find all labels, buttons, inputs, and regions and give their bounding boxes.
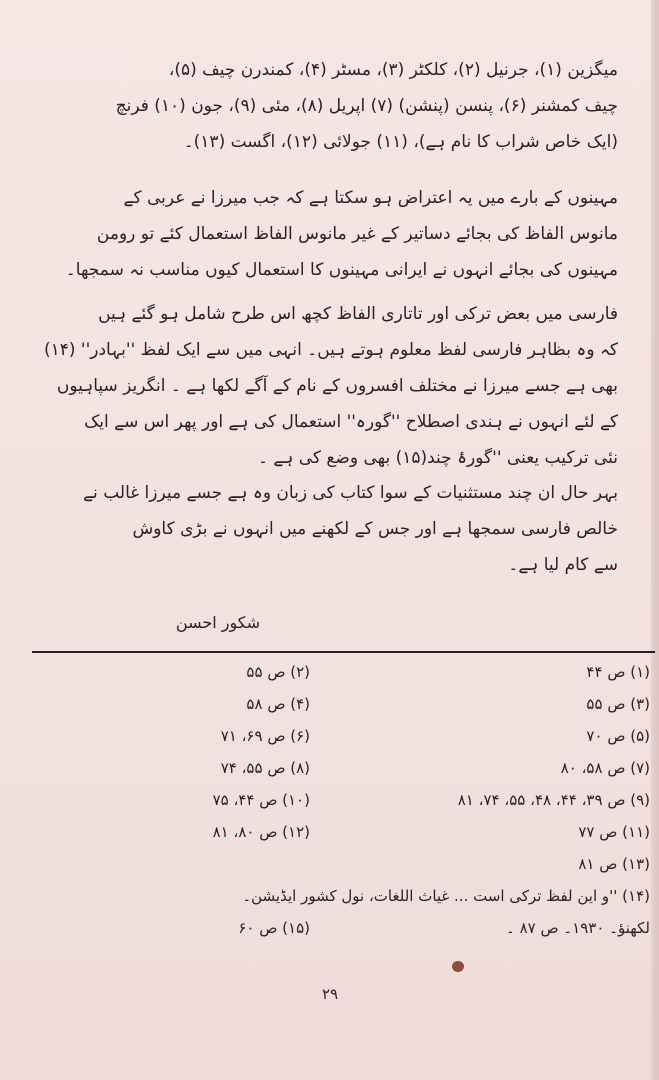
footnote-row [30, 887, 650, 919]
paragraph-2 [28, 180, 618, 288]
footnote: (۱۳) ص ۸۱ [578, 855, 650, 873]
paragraph-4 [28, 475, 618, 583]
footnote: (۴) ص ۵۸ [246, 695, 310, 713]
paragraph-line: بھی ہے جسے میرزا نے مختلف افسروں کے نام کے آگے لکھا ہے ۔ انگریز سپاہیوں [56, 376, 618, 396]
paragraph-line: کے لئے انہوں نے ہندی اصطلاح ''گورہ'' استعمال کی ہے اور پھر اس سے ایک [84, 412, 618, 432]
footnote-row [30, 919, 650, 951]
paragraph-1 [28, 52, 618, 160]
footnote: (۶) ص ۶۹، ۷۱ [220, 727, 310, 745]
footnote: (۱۱) ص ۷۷ [578, 823, 650, 841]
footnote-row [30, 663, 650, 695]
paragraph-line: فارسی میں بعض ترکی اور تاتاری الفاظ کچھ اس طرح شامل ہو گئے ہیں [98, 304, 618, 324]
paragraph-line: (ایک خاص شراب کا نام ہے)، (۱۱) جولائی (۱۲)، اگست (۱۳)۔ [183, 132, 618, 152]
footnote: (۵) ص ۷۰ [586, 727, 650, 745]
footnote-row [30, 823, 650, 855]
paragraph-line: نئی ترکیب یعنی ''گورۂ چند(۱۵) بھی وضع کی ہے ۔ [258, 448, 618, 468]
footnote: (۳) ص ۵۵ [586, 695, 650, 713]
author-signature: شکور احسن [175, 613, 260, 632]
footnote-14-continued: لکھنؤ۔ ۱۹۳۰۔ ص ۸۷ ۔ [506, 919, 650, 937]
footnote-15: (۱۵) ص ۶۰ [238, 919, 310, 937]
footnote-row [30, 727, 650, 759]
paragraph-line: چیف کمشنر (۶)، پنسن (پنشن) (۷) اپریل (۸)، مئی (۹)، جون (۱۰) فرنچ [115, 96, 618, 116]
footnote: (۱۲) ص ۸۰، ۸۱ [212, 823, 310, 841]
footnote-row [30, 791, 650, 823]
page-edge [651, 0, 659, 1080]
paragraph-line: مہینوں کے بارے میں یہ اعتراض ہو سکتا ہے کہ جب میرزا نے عربی کے [123, 188, 618, 208]
paragraph-line: میگزین (۱)، جرنیل (۲)، کلکٹر (۳)، مسٹر (۴)، کمندرن چیف (۵)، [168, 60, 618, 80]
paragraph-line: کہ وہ بظاہر فارسی لفظ معلوم ہوتے ہیں۔ انہی میں سے ایک لفظ ''بہادر'' (۱۴) [43, 340, 618, 360]
footnote: (۱۰) ص ۴۴، ۷۵ [212, 791, 310, 809]
paragraph-line: مہینوں کی بجائے انہوں نے ایرانی مہینوں کا استعمال کیوں مناسب نہ سمجھا۔ [65, 260, 618, 280]
paragraph-line: مانوس الفاظ کی بجائے دساتیر کے غیر مانوس الفاظ استعمال کئے تو رومن [96, 224, 618, 244]
footnote: (۸) ص ۵۵، ۷۴ [220, 759, 310, 777]
ink-stain [452, 961, 464, 972]
page-number: ۲۹ [321, 985, 339, 1003]
footnote-14: (۱۴) ''و این لفظ ترکی است ... غیاث اللغات، نول کشور ایڈیشن۔ [242, 887, 650, 905]
footnote-row [30, 695, 650, 727]
footnote: (۹) ص ۳۹، ۴۴، ۴۸، ۵۵، ۷۴، ۸۱ [457, 791, 650, 809]
footnote-divider [32, 651, 655, 653]
footnote-row [30, 759, 650, 791]
paragraph-line: خالص فارسی سمجھا ہے اور جس کے لکھنے میں انہوں نے بڑی کاوش [132, 519, 618, 539]
paragraph-line: سے کام لیا ہے۔ [508, 555, 618, 575]
footnotes [30, 663, 650, 951]
paragraph-line: بہر حال ان چند مستثنیات کے سوا کتاب کی زبان وہ ہے جسے میرزا غالب نے [83, 483, 618, 503]
footnote: (۷) ص ۵۸، ۸۰ [560, 759, 650, 777]
footnote: (۲) ص ۵۵ [246, 663, 310, 681]
footnote-row [30, 855, 650, 887]
paragraph-3 [28, 296, 618, 476]
footnote: (۱) ص ۴۴ [586, 663, 650, 681]
